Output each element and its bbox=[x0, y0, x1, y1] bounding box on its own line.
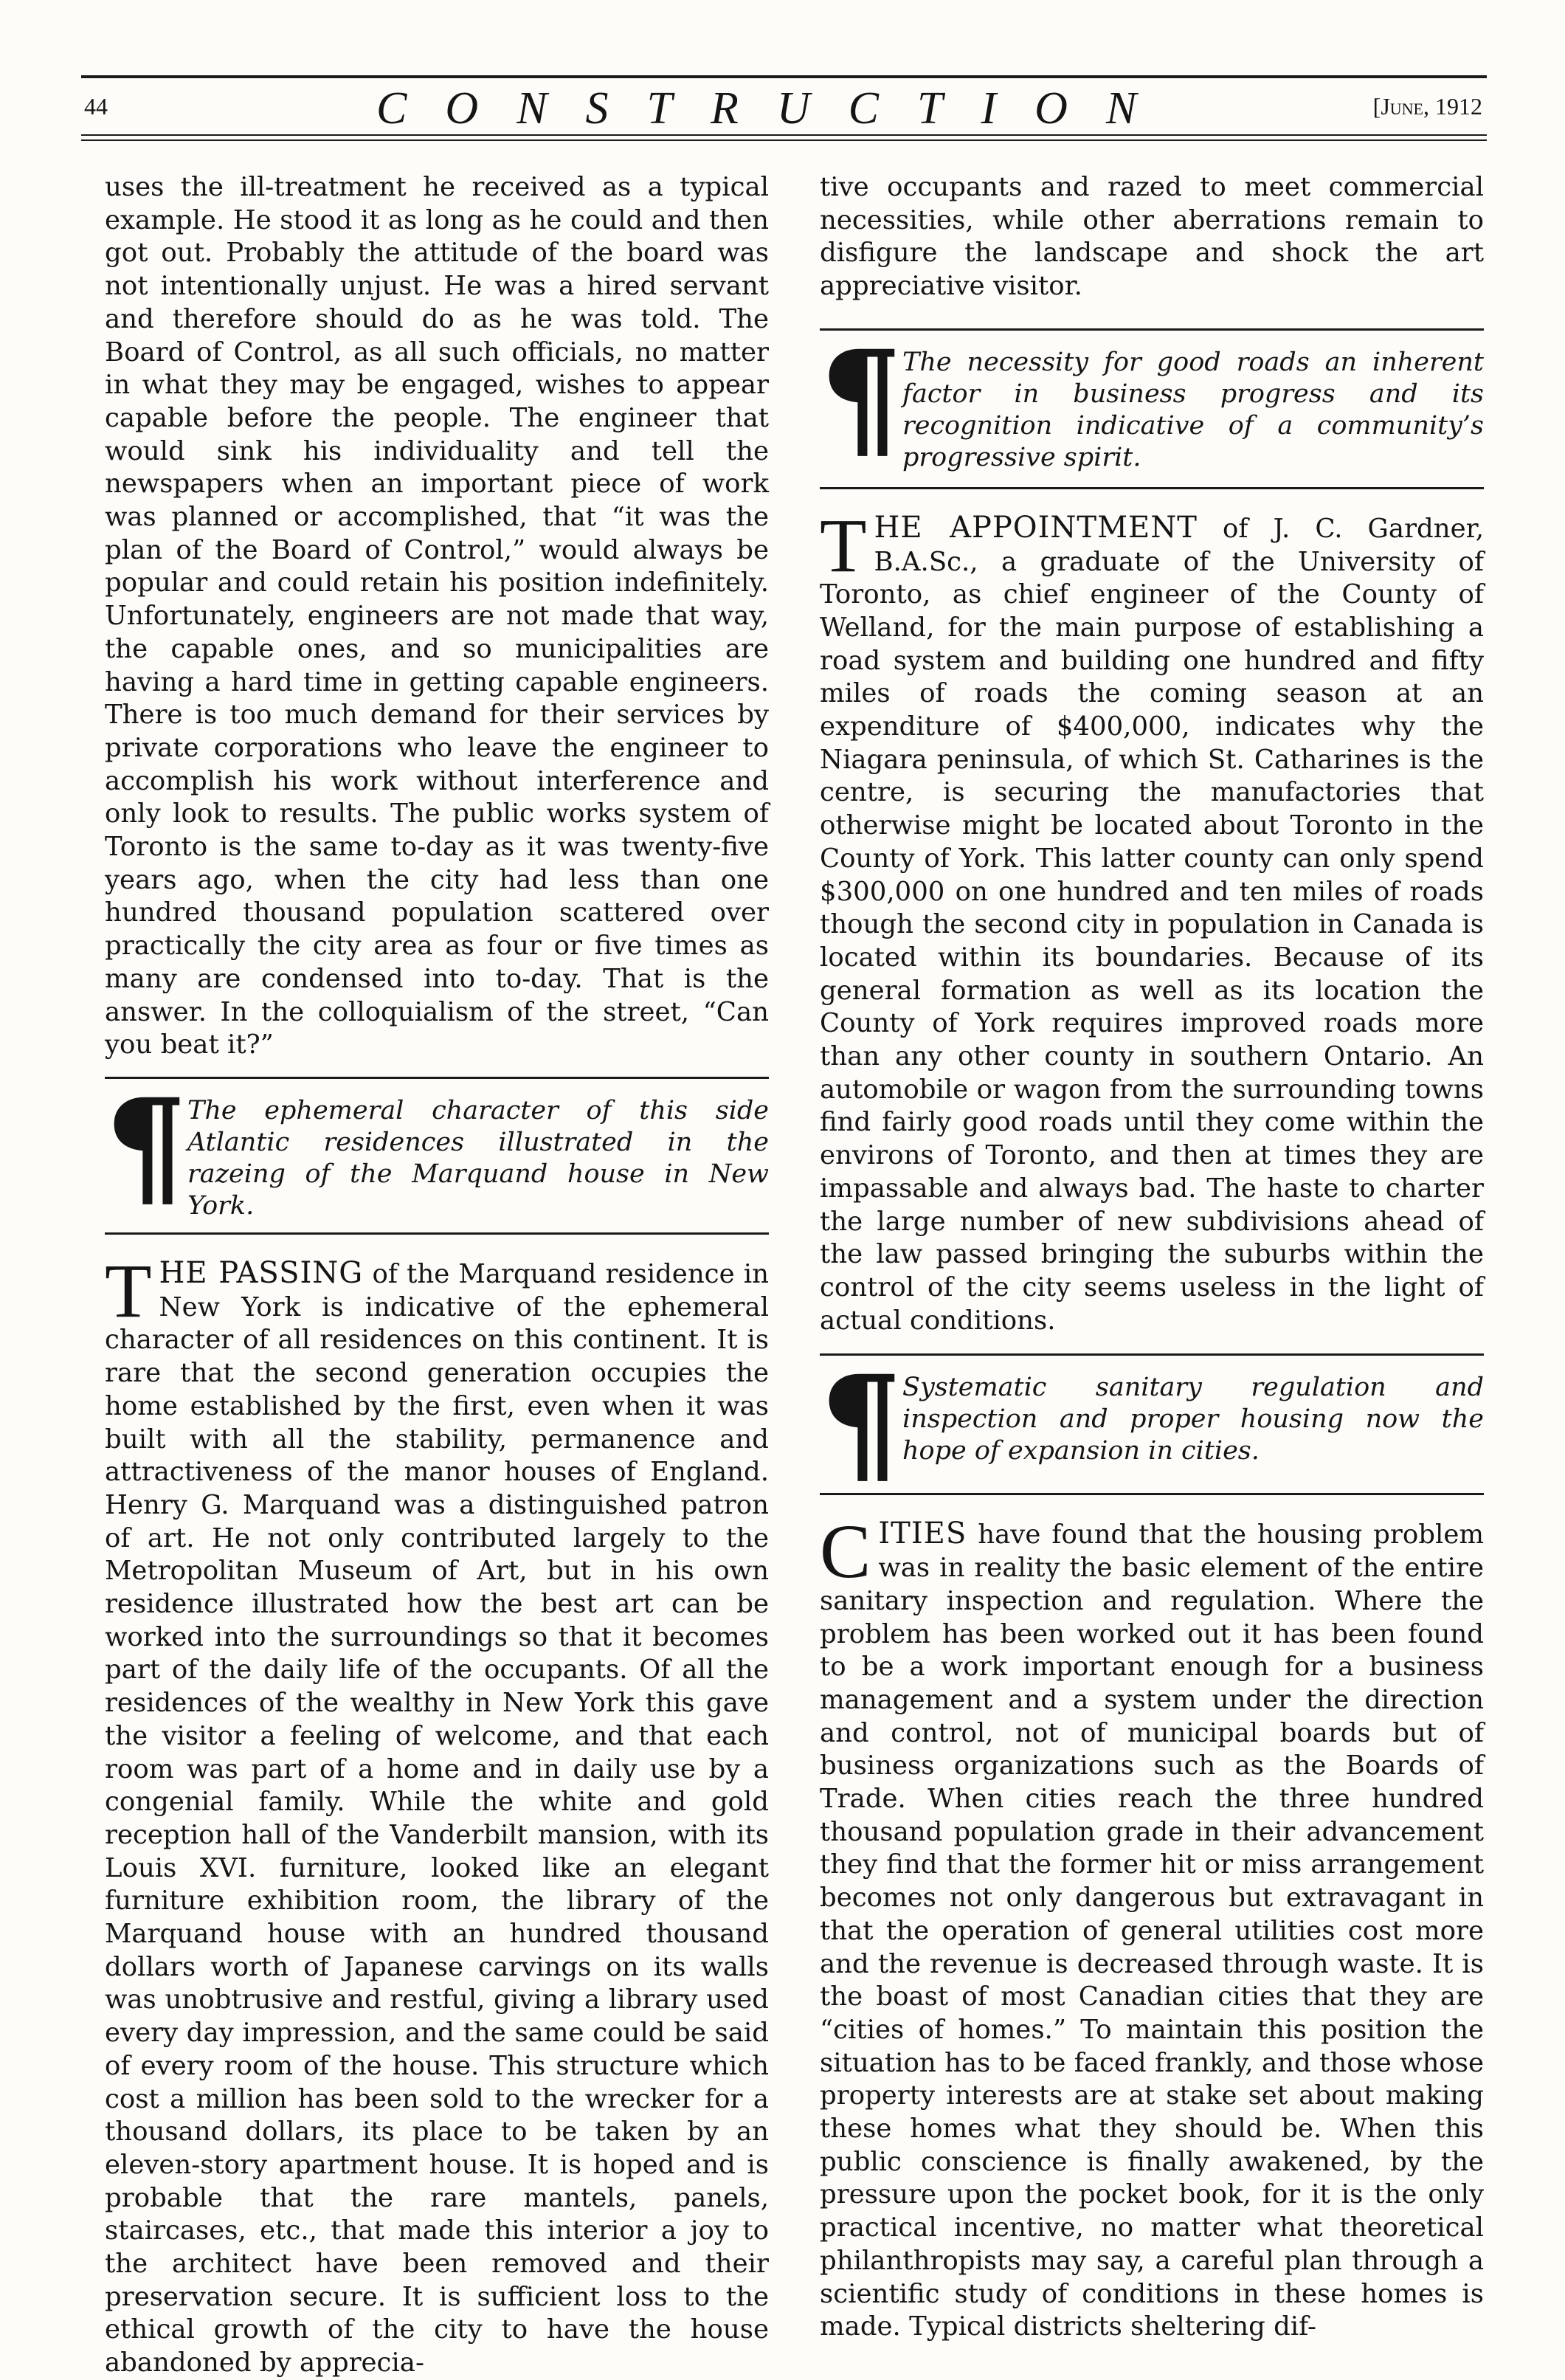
section-divider bbox=[820, 1493, 1484, 1495]
article-lead-caps: ITIES bbox=[878, 1517, 967, 1551]
article-lead-caps: HE APPOINTMENT bbox=[874, 510, 1198, 545]
header-top-rule bbox=[81, 75, 1487, 78]
article-marquand bbox=[105, 1248, 769, 2380]
right-column bbox=[820, 171, 1484, 2344]
section-divider bbox=[105, 1077, 769, 1079]
section-divider bbox=[820, 328, 1484, 331]
section-divider bbox=[820, 1353, 1484, 1356]
article-body: of the Marquand residence in New York is indicative of the ephemeral character of all residences on this continent. It is rare that the second generation occupies the home established by the first, even when it was built with all the stability, permanence and attractiveness of the manor houses of England. Henry G. Marquand was a distinguished patron of art. He not only contributed largely to the Metropolitan Museum of Art, but in his own residence illustrated how the best art can be worked into the surroundings so that it becomes part of the daily life of the occupants. Of all the residences of the wealthy in New York this gave the visitor a feeling of welcome, and that each room was part of a home and in daily use by a congenial family. While the white and gold reception hall of the Vanderbilt mansion, with its Louis XVI. furniture, looked like an elegant furniture exhibition room, the library of the Marquand house with an hundred thousand dollars worth of Japanese carvings on its walls was unobtrusive and restful, giving a library used every day impression, and the same could be said of every room of the house. This structure which cost a million has been sold to the wrecker for a thousand dollars, its place to be taken by an eleven-story apartment house. It is hoped and is probable that the rare mantels, panels, staircases, etc., that made this interior a joy to the architect have been removed and their preservation secure. It is sufficient loss to the ethical growth of the city to have the house abandoned by apprecia- bbox=[105, 1258, 769, 2379]
article-cities bbox=[820, 1509, 1484, 2344]
pilcrow-icon: ¶ bbox=[105, 1069, 187, 1223]
article-gardner bbox=[820, 503, 1484, 1338]
callout-good-roads bbox=[820, 321, 1484, 475]
callout-sanitary bbox=[820, 1347, 1484, 1500]
left-column bbox=[105, 171, 769, 2380]
callout-text: The necessity for good roads an inherent factor in business progress and its recognition indicative of a community’s progressive spirit. bbox=[902, 347, 1484, 472]
drop-cap: T bbox=[820, 503, 867, 588]
continued-paragraph: tive occupants and razed to meet commercial necessities, while other aberrations remain to disfigure the landscape and shock the art appreciative visitor. bbox=[820, 172, 1484, 302]
pilcrow-icon: ¶ bbox=[820, 321, 902, 475]
pilcrow-icon: ¶ bbox=[820, 1347, 902, 1500]
drop-cap: T bbox=[105, 1248, 152, 1334]
section-divider bbox=[105, 1232, 769, 1235]
callout-text: Systematic sanitary regulation and inspection and proper housing now the hope of expansion in cities. bbox=[902, 1373, 1484, 1466]
continued-paragraph: uses the ill-treatment he received as a typical example. He stood it as long as he could and then got out. Probably the attitude of the board was not intentionally unjust. He was a hired servant and therefore should do as he was told. The Board of Control, as all such officials, no matter in what they may be engaged, wishes to appear capable before the people. The engineer that would sink his individuality and tell the newspapers when an important piece of work was planned or accomplished, that “it was the plan of the Board of Control,” would always be popular and could retain his position indefinitely. Unfortunately, engineers are not made that way, the capable ones, and so municipalities are having a hard time in getting capable engineers. There is too much demand for their services by private corporations who leave the engineer to accomplish his work without interference and only look to results. The public works system of Toronto is the same to-day as it was twenty-five years ago, when the city had less than one hundred thousand population scattered over practically the city area as four or five times as many are condensed into to-day. That is the answer. In the colloquialism of the street, “Can you beat it?” bbox=[105, 172, 769, 1060]
section-divider bbox=[820, 487, 1484, 489]
article-body: have found that the housing problem was in reality the basic element of the entire sanitary inspection and regulation. Where the problem has been worked out it has been found to be a work important enough for a business management and a system under the direction and control, not of municipal boards but of business organizations such as the Boards of Trade. When cities reach the three hundred thousand population grade in their advancement they find that the former hit or miss arrangement becomes not only dangerous but extravagant in that the operation of general utilities cost more and the revenue is decreased through waste. It is the boast of most Canadian cities that they are “cities of homes.” To maintain this position the situation has to be faced frankly, and those whose property interests are at stake set about making these homes what they should be. When this public conscience is finally awakened, by the pressure upon the pocket book, for it is the only practical incentive, no matter what theoretical philanthropists may say, a careful plan through a scientific study of conditions in these homes is made. Typical districts sheltering dif- bbox=[820, 1520, 1484, 2342]
article-lead-caps: HE PASSING bbox=[159, 1255, 364, 1290]
magazine-title: CONSTRUCTION bbox=[376, 83, 1175, 134]
page-header bbox=[81, 75, 1487, 142]
callout-text: The ephemeral character of this side Atlantic residences illustrated in the razeing of the Marquand house in New York. bbox=[187, 1095, 769, 1221]
issue-date: [June, 1912 bbox=[1372, 93, 1482, 120]
page-number: 44 bbox=[84, 93, 108, 120]
header-double-rule bbox=[81, 134, 1487, 141]
drop-cap: C bbox=[820, 1509, 871, 1595]
callout-marquand bbox=[105, 1069, 769, 1223]
article-body: of J. C. Gardner, B.A.Sc., a graduate of the University of Toronto, as chief engineer of the County of Welland, for the main purpose of establishing a road system and building one hundred and fifty miles of roads the coming season at an expenditure of $400,000, indicates why the Niagara peninsula, of which St. Catharines is the centre, is securing the manufactories that otherwise might be located about Toronto in the County of York. This latter county can only spend $300,000 on one hundred and ten miles of roads though the second city in population in Canada is located within its boundaries. Because of its general formation as well as its location the County of York requires improved roads more than any other county in southern Ontario. An automobile or wagon from the surrounding towns find fairly good roads until they come within the environs of Toronto, and then at times they are impassable and always bad. The haste to charter the large number of new subdivisions ahead of the law passed bringing the suburbs within the control of the city seems useless in the light of actual conditions. bbox=[820, 513, 1484, 1336]
